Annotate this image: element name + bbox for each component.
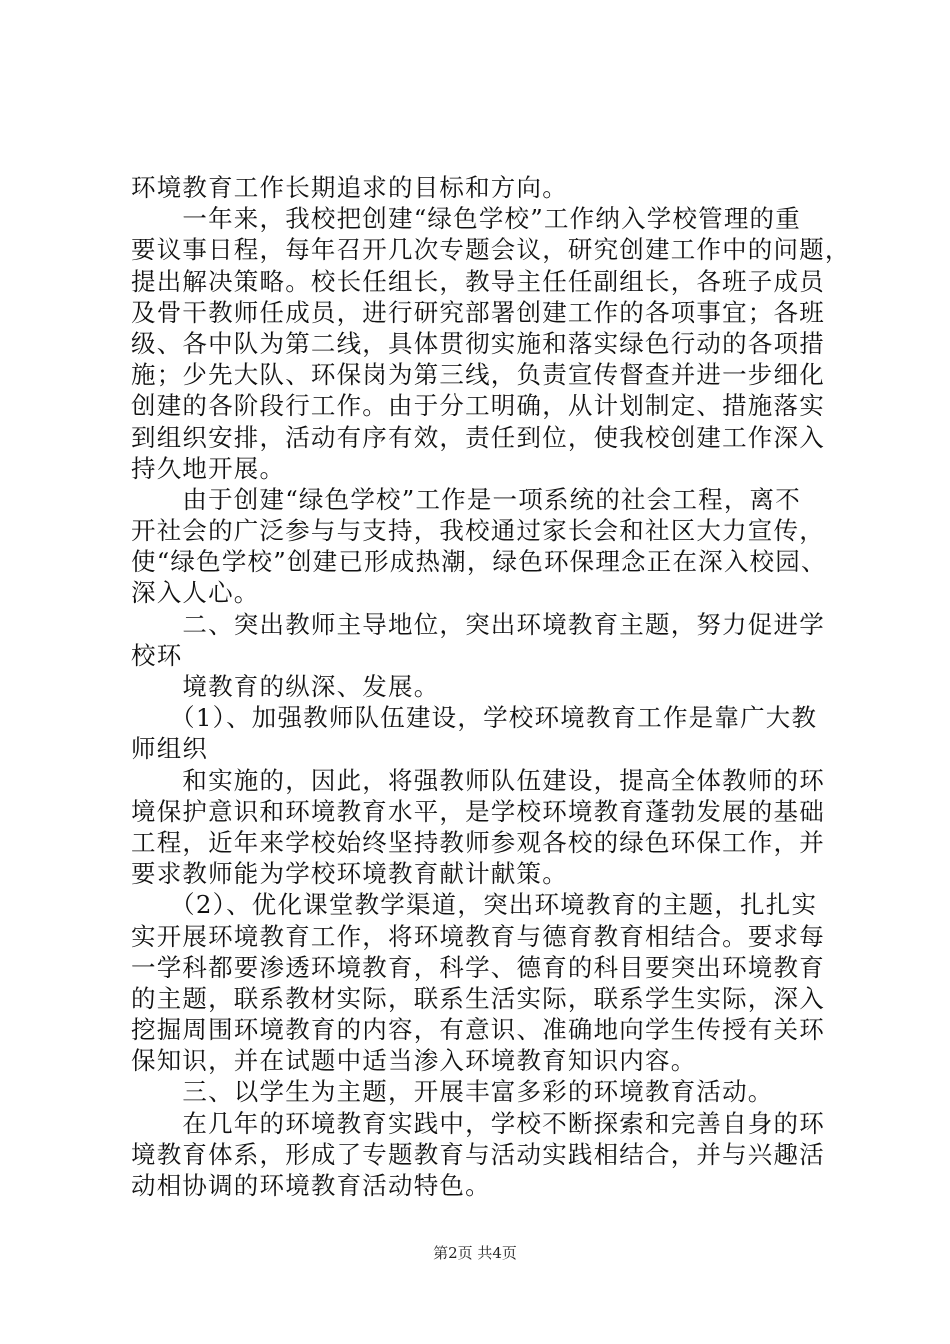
text-line: 保知识，并在试题中适当渗入环境教育知识内容。 <box>131 1046 697 1076</box>
text-line: 师组织 <box>131 734 209 764</box>
document-body <box>131 172 851 1201</box>
text-line: 和实施的，因此，将强教师队伍建设，提高全体教师的环 <box>131 765 825 795</box>
text-line: （1）、加强教师队伍建设，学校环境教育工作是靠广大教 <box>131 703 818 733</box>
text-line: 实开展环境教育工作，将环境教育与德育教育相结合。要求每 <box>131 921 825 951</box>
text-line: 施；少先大队、环保岗为第三线，负责宣传督查并进一步细化 <box>131 360 825 390</box>
text-line: 的主题，联系教材实际，联系生活实际，联系学生实际，深入 <box>131 983 825 1013</box>
text-line: 及骨干教师任成员，进行研究部署创建工作的各项事宜；各班 <box>131 297 825 327</box>
text-line: 二、突出教师主导地位，突出环境教育主题，努力促进学 <box>131 609 825 639</box>
page-footer: 第2页 共4页 <box>433 1244 517 1262</box>
text-line: 要议事日程，每年召开几次专题会议，研究创建工作中的问题， <box>131 235 851 265</box>
text-line: 由于创建“绿色学校”工作是一项系统的社会工程，离不 <box>131 484 801 514</box>
text-line: 环境教育工作长期追求的目标和方向。 <box>131 173 568 202</box>
text-line: 要求教师能为学校环境教育献计献策。 <box>131 859 568 889</box>
text-line: 工程，近年来学校始终坚持教师参观各校的绿色环保工作，并 <box>131 827 825 857</box>
text-line: 境保护意识和环境教育水平，是学校环境教育蓬勃发展的基础 <box>131 796 825 826</box>
text-line: 在几年的环境教育实践中，学校不断探索和完善自身的环 <box>131 1108 825 1138</box>
text-line: 一年来，我校把创建“绿色学校”工作纳入学校管理的重 <box>131 204 801 234</box>
text-line: （2）、优化课堂教学渠道，突出环境教育的主题，扎扎实 <box>131 890 818 920</box>
text-line: 创建的各阶段行工作。由于分工明确，从计划制定、措施落实 <box>131 391 825 421</box>
text-line: 境教育体系，形成了专题教育与活动实践相结合，并与兴趣活 <box>131 1139 825 1169</box>
text-line: 三、以学生为主题，开展丰富多彩的环境教育活动。 <box>131 1077 774 1107</box>
text-line: 持久地开展。 <box>131 453 286 483</box>
text-line: 级、各中队为第二线，具体贯彻实施和落实绿色行动的各项措 <box>131 328 825 358</box>
text-line: 一学科都要渗透环境教育，科学、德育的科目要突出环境教育 <box>131 952 825 982</box>
text-line: 挖掘周围环境教育的内容，有意识、准确地向学生传授有关环 <box>131 1015 825 1045</box>
text-line: 校环 <box>131 640 183 670</box>
text-line: 提出解决策略。校长任组长，教导主任任副组长，各班子成员 <box>131 266 825 296</box>
text-line: 到组织安排，活动有序有效，责任到位，使我校创建工作深入 <box>131 422 825 452</box>
text-line: 开社会的广泛参与与支持，我校通过家长会和社区大力宣传， <box>131 516 825 546</box>
text-line: 深入人心。 <box>131 578 260 608</box>
text-line: 使“绿色学校”创建已形成热潮，绿色环保理念正在深入校园、 <box>131 547 827 577</box>
text-line: 动相协调的环境教育活动特色。 <box>131 1171 491 1200</box>
text-line: 境教育的纵深、发展。 <box>131 672 440 701</box>
